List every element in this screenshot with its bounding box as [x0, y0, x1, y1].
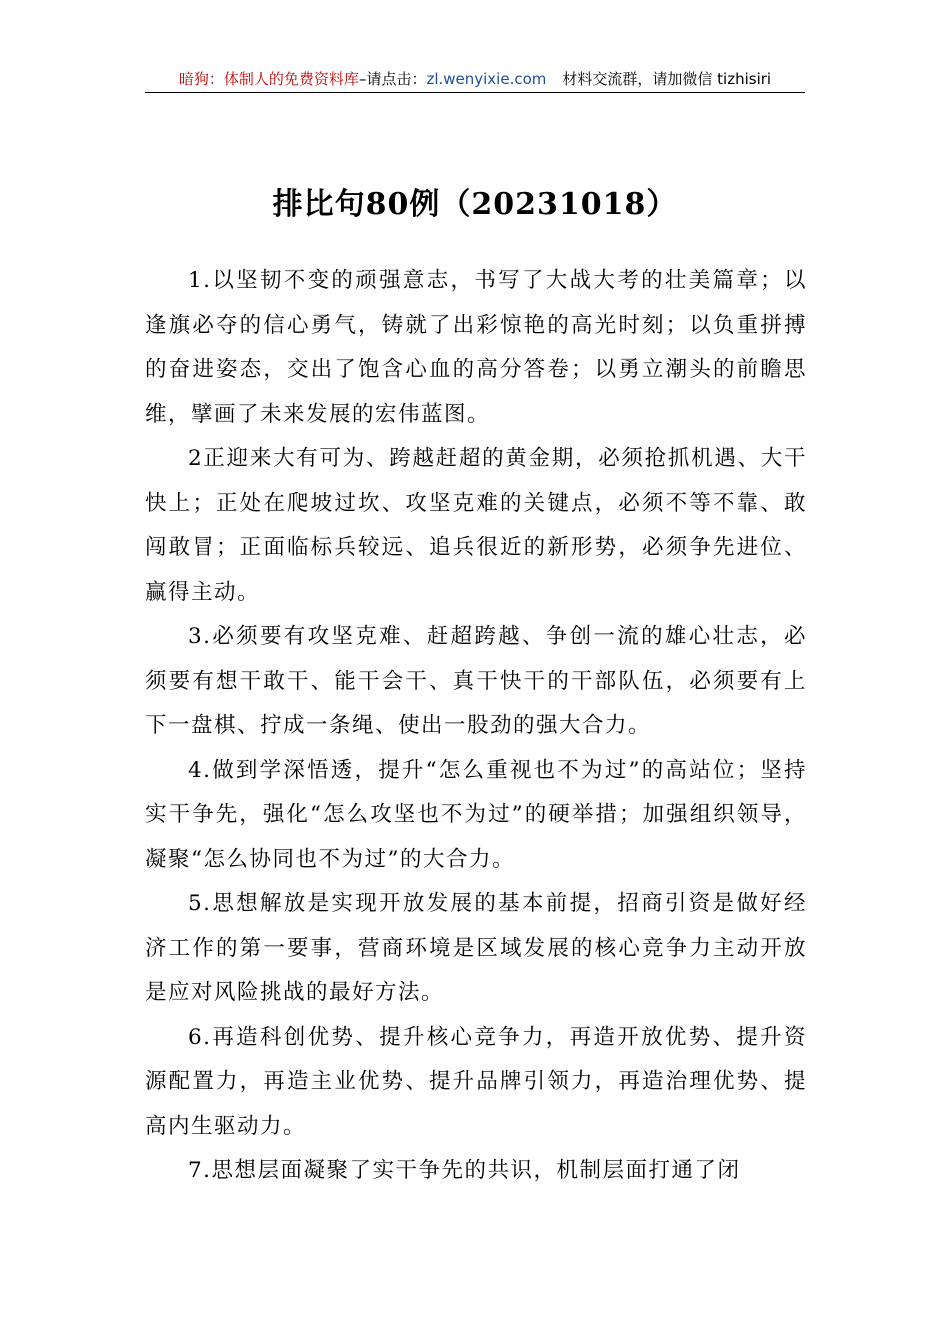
header-contact: 材料交流群，请加微信 tizhisiri: [562, 70, 772, 88]
paragraph-3: 3.必须要有攻坚克难、赶超跨越、争创一流的雄心壮志，必须要有想干敢干、能干会干、真干快干的干部队伍，必须要有上下一盘棋、拧成一条绳、使出一股劲的强大合力。: [145, 624, 807, 738]
paragraph-4: 4.做到学深悟透，提升“怎么重视也不为过”的高站位；坚持实干争先，强化“怎么攻坚也不为过”的硬举措；加强组织领导，凝聚“怎么协同也不为过”的大合力。: [145, 757, 807, 872]
paragraph-5: 5.思想解放是实现开放发展的基本前提，招商引资是做好经济工作的第一要事，营商环境是区域发展的核心竞争力主动开放是应对风险挑战的最好方法。: [145, 891, 807, 1005]
paragraph-7: 7.思想层面凝聚了实干争先的共识，机制层面打通了闭: [188, 1158, 741, 1183]
document-body: [145, 259, 807, 1194]
paragraph-2: 2正迎来大有可为、跨越赶超的黄金期，必须抢抓机遇、大干快上；正处在爬坡过坎、攻坚克难的关键点，必须不等不靠、敢闯敢冒；正面临标兵较远、追兵很近的新形势，必须争先进位、赢得主动。: [145, 446, 807, 605]
watermark-header: [145, 66, 805, 93]
header-brand: 暗狗：体制人的免费资料库: [178, 70, 359, 88]
header-click-prefix: –请点击：: [358, 70, 427, 88]
paragraph-1: 1.以坚韧不变的顽强意志，书写了大战大考的壮美篇章；以逢旗必夺的信心勇气，铸就了出彩惊艳的高光时刻；以负重拼搏的奋进姿态，交出了饱含心血的高分答卷；以勇立潮头的前瞻思维，擘画了未来发展的宏伟蓝图。: [145, 268, 807, 427]
document-title: 排比句80例（20231018）: [272, 187, 678, 223]
paragraph-6: 6.再造科创优势、提升核心竞争力，再造开放优势、提升资源配置力，再造主业优势、提升品牌引领力，再造治理优势、提高内生驱动力。: [145, 1024, 807, 1139]
header-url-link[interactable]: zl.wenyixie.com: [426, 70, 547, 88]
